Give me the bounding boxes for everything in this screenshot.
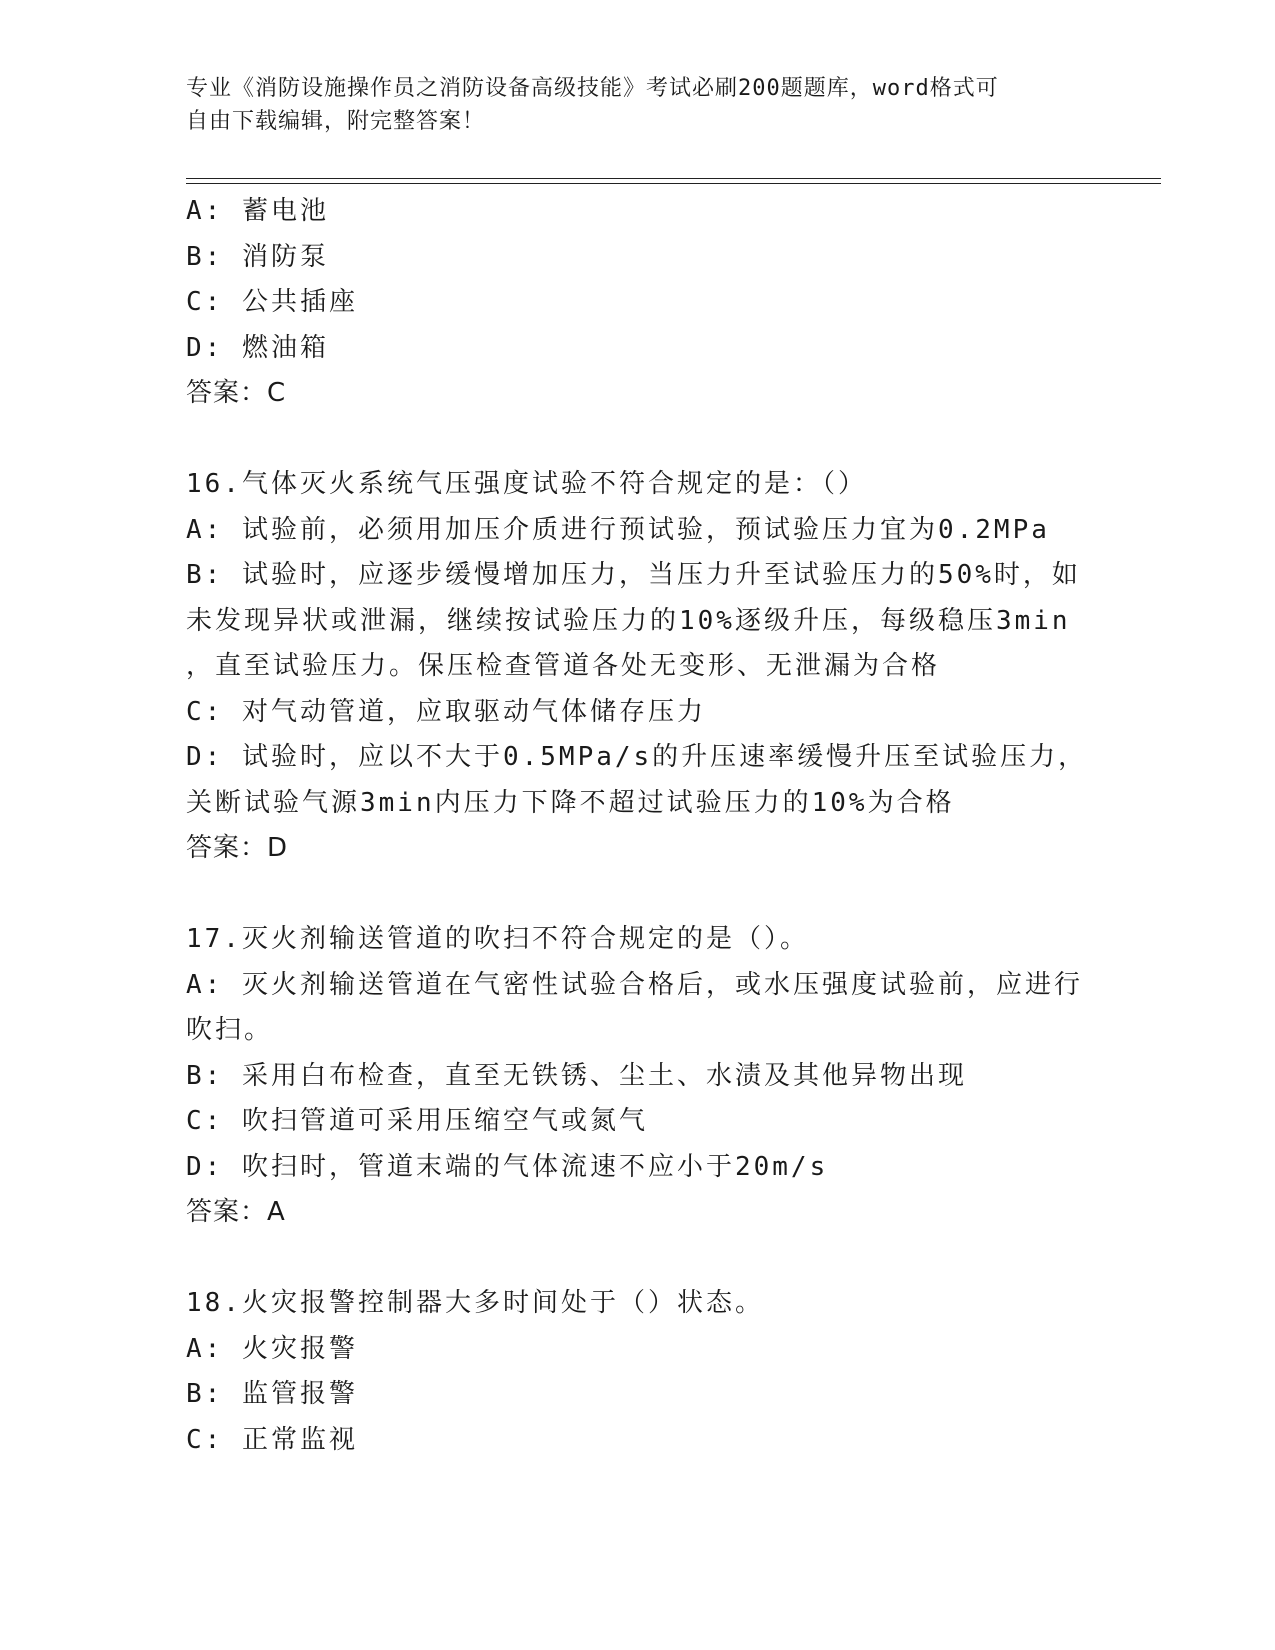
option-d: D: 燃油箱 [186,332,329,363]
spacer [186,1236,1086,1282]
option-a: A: 蓄电池 [186,196,329,226]
option-c: C: 吹扫管道可采用压缩空气或氮气 [186,1106,648,1136]
header-line-2: 自由下载编辑，附完整答案！ [186,109,486,134]
option-a: A: 试验前，必须用加压介质进行预试验，预试验压力宜为0.2MPa [186,514,1050,545]
option-a-cont: 吹扫。 [186,1015,274,1045]
question-15-tail [186,189,1086,417]
header-rule-top [186,178,1161,179]
question-stem: 17.灭火剂输送管道的吹扫不符合规定的是（）。 [186,924,809,954]
option-c: C: 正常监视 [186,1424,358,1455]
question-stem: 16.气体灭火系统气压强度试验不符合规定的是：（） [186,469,867,499]
option-d-cont: 关断试验气源3min内压力下降不超过试验压力的10%为合格 [186,787,955,818]
spacer [186,872,1086,918]
document-header [186,72,1066,138]
header-rule-bottom [186,183,1161,184]
option-b: B: 消防泵 [186,241,329,272]
option-b: B: 试验时，应逐步缓慢增加压力，当压力升至试验压力的50%时，如 [186,560,1081,590]
option-b: B: 监管报警 [186,1379,358,1409]
question-16 [186,462,1086,872]
option-a: A: 火灾报警 [186,1333,358,1364]
option-b-cont-1: 未发现异状或泄漏，继续按试验压力的10%逐级升压，每级稳压3min [186,605,1071,636]
option-c: C: 公共插座 [186,287,358,317]
question-stem: 18.火灾报警控制器大多时间处于（）状态。 [186,1288,764,1318]
spacer [186,417,1086,463]
answer-line: 答案：D [186,833,289,863]
question-18 [186,1281,1086,1463]
option-b-cont-2: ，直至试验压力。保压检查管道各处无变形、无泄漏为合格 [186,651,941,681]
option-a: A: 灭火剂输送管道在气密性试验合格后，或水压强度试验前，应进行 [186,969,1083,1000]
answer-line: 答案：C [186,378,287,408]
header-line-1: 专业《消防设施操作员之消防设备高级技能》考试必刷200题题库，word格式可 [186,76,999,101]
option-b: B: 采用白布检查，直至无铁锈、尘土、水渍及其他异物出现 [186,1060,967,1091]
answer-line: 答案：A [186,1197,286,1227]
question-17 [186,917,1086,1236]
option-d: D: 吹扫时，管道末端的气体流速不应小于20m/s [186,1151,829,1182]
option-c: C: 对气动管道，应取驱动气体储存压力 [186,696,706,727]
option-d: D: 试验时，应以不大于0.5MPa/s的升压速率缓慢升压至试验压力， [186,742,1088,772]
question-list [186,189,1086,1463]
